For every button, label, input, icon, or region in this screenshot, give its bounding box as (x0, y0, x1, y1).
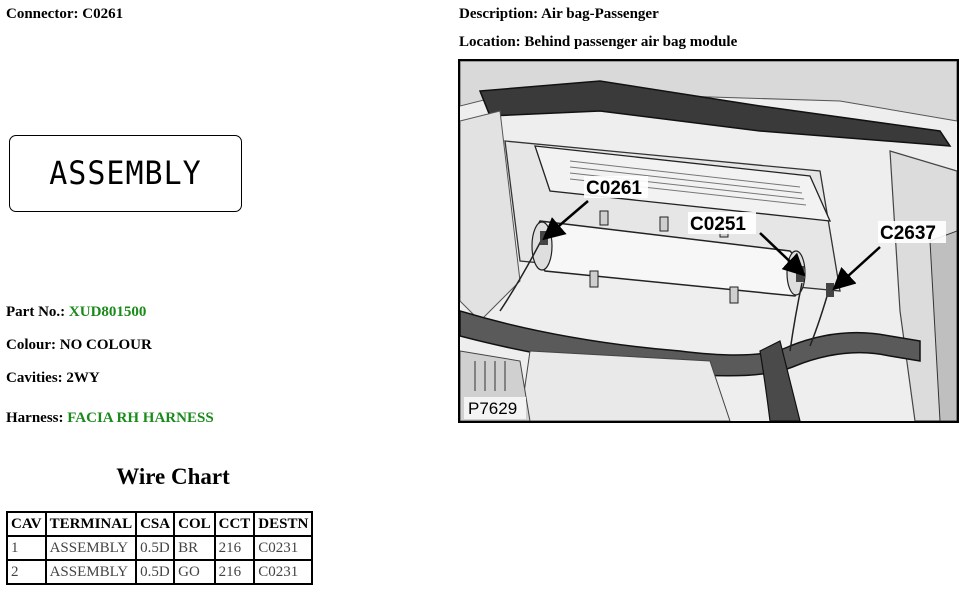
cavities-value: 2WY (66, 370, 100, 386)
colour: Colour: NO COLOUR (6, 337, 152, 353)
callout-c0251: C0251 (690, 214, 746, 235)
location-value: Behind passenger air bag module (524, 34, 738, 50)
location-illustration (458, 59, 959, 423)
connector-id: C0261 (82, 6, 124, 22)
description-value: Air bag-Passenger (541, 6, 659, 22)
table-cell: ASSEMBLY (46, 536, 137, 560)
colour-value: NO COLOUR (59, 337, 152, 353)
column-header: COL (174, 512, 215, 536)
table-cell: ASSEMBLY (46, 560, 137, 584)
part-number: Part No.: XUD801500 (6, 304, 147, 320)
location-drawing (460, 61, 957, 421)
table-cell: 0.5D (136, 536, 174, 560)
column-header: CSA (136, 512, 174, 536)
table-cell: C0231 (254, 560, 312, 584)
location-heading: Location: Behind passenger air bag module (459, 34, 738, 50)
table-cell: 216 (215, 536, 255, 560)
table-row (7, 560, 312, 584)
connector-heading: Connector: C0261 (6, 6, 124, 22)
harness: Harness: FACIA RH HARNESS (6, 410, 214, 426)
table-row (7, 536, 312, 560)
column-header: DESTN (254, 512, 312, 536)
connector-face-image (9, 135, 242, 212)
table-header-row (7, 512, 312, 536)
table-cell: 2 (7, 560, 46, 584)
wire-chart-table (6, 511, 313, 585)
connector-face-text: ASSEMBLY (49, 154, 202, 193)
table-cell: GO (174, 560, 215, 584)
table-cell: 1 (7, 536, 46, 560)
part-number-link[interactable]: XUD801500 (68, 304, 147, 320)
description-heading: Description: Air bag-Passenger (459, 6, 659, 22)
figure-id: P7629 (468, 399, 518, 418)
column-header: CAV (7, 512, 46, 536)
column-header: TERMINAL (46, 512, 137, 536)
harness-link[interactable]: FACIA RH HARNESS (67, 410, 214, 426)
wire-chart-title: Wire Chart (116, 464, 230, 489)
table-cell: 216 (215, 560, 255, 584)
callout-c0261: C0261 (586, 178, 642, 199)
table-cell: 0.5D (136, 560, 174, 584)
callout-c2637: C2637 (880, 223, 936, 244)
table-cell: C0231 (254, 536, 312, 560)
table-cell: BR (174, 536, 215, 560)
cavities: Cavities: 2WY (6, 370, 100, 386)
column-header: CCT (215, 512, 255, 536)
